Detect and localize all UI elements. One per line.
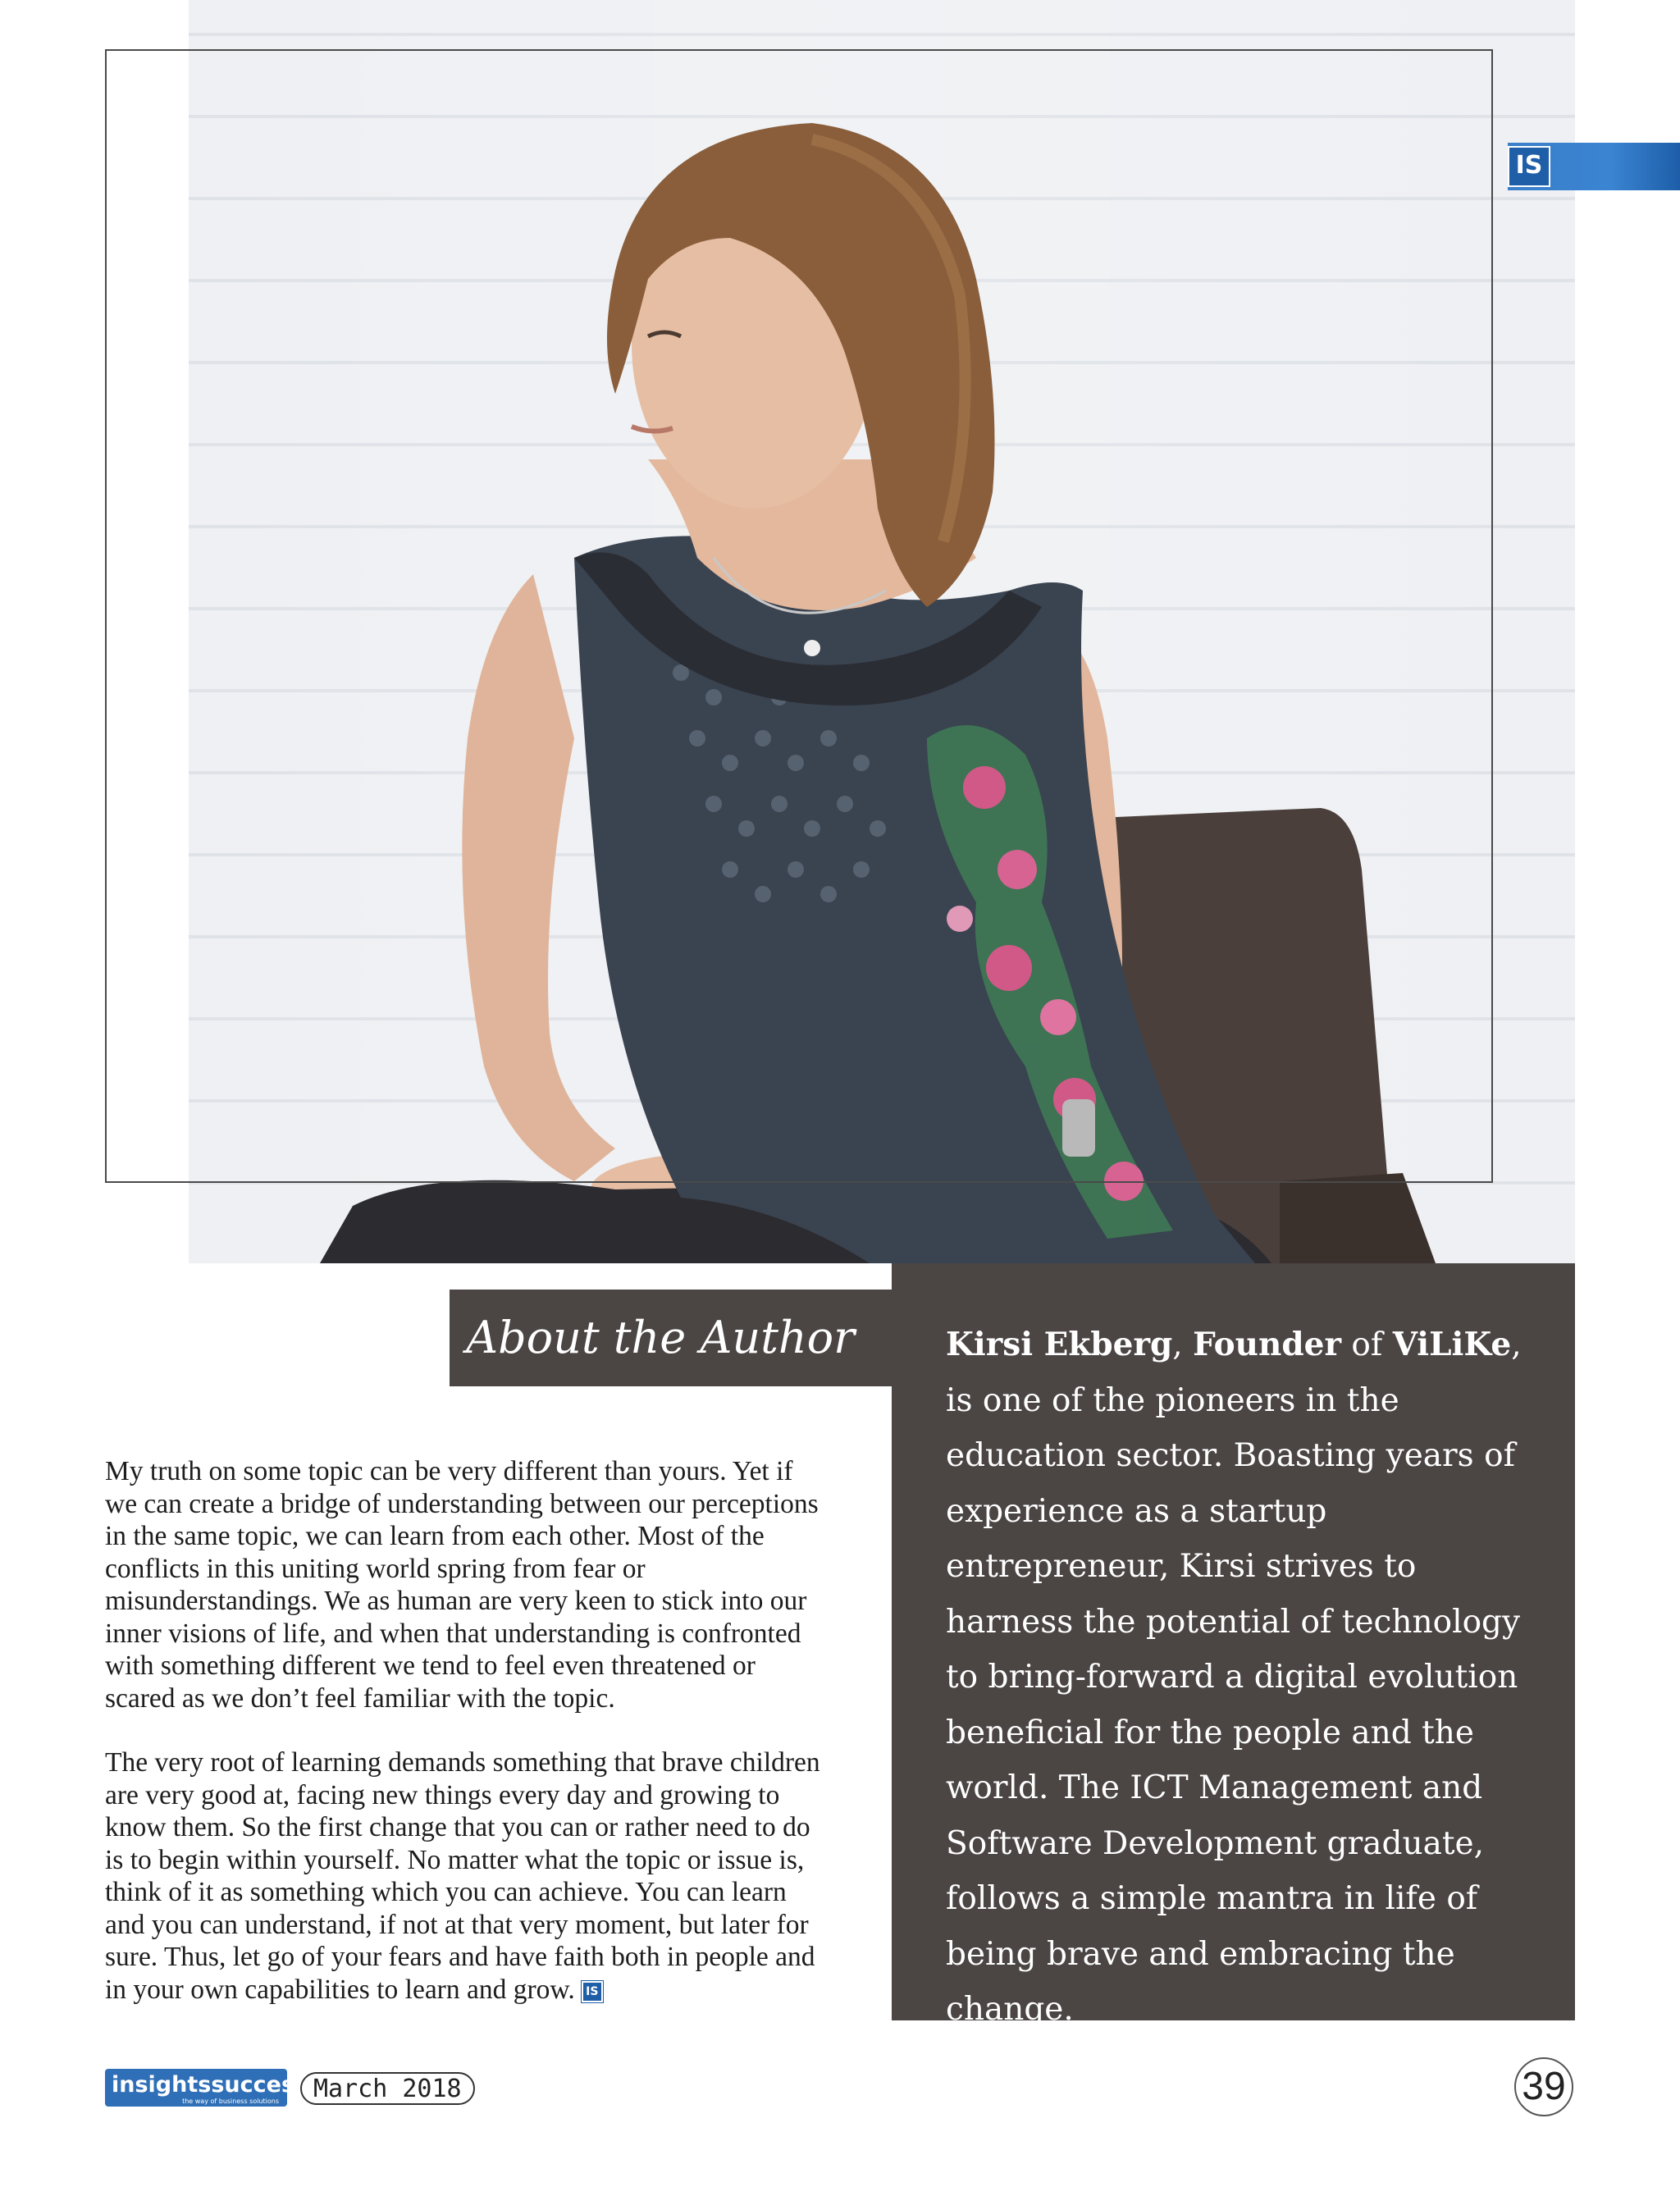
logo-tagline: the way of business solutions <box>182 2098 279 2105</box>
author-name: Kirsi Ekberg <box>946 1326 1173 1363</box>
logo-text: insightssuccess <box>112 2072 308 2098</box>
bio-of: of <box>1341 1326 1393 1363</box>
article-paragraph-text: The very root of learning demands something that brave children are very good at, facing new things every day and growing to know them. So the first change that you can or rather need to do is to begin within yourself. No matter what the topic or issue is, think of it as something which you can achieve. You can learn and you can understand, if not at that very moment, but later for sure. Thus, let go of your fears and have faith both in people and in your own capabilities to learn and grow. <box>105 1747 820 2005</box>
bio-text: , is one of the pioneers in the education sector. Boasting years of experience as a startup entrepreneur, Kirsi strives to harness the potential of technology to bring-forward a digital evolution beneficial for the people and the world. The ICT Management and Software Development graduate, follows a simple mantra in life of being brave and embracing the change. <box>946 1326 1522 2028</box>
article-paragraph <box>105 1746 827 2006</box>
corner-brand-tab <box>1508 143 1680 190</box>
page-number: 39 <box>1514 2057 1573 2116</box>
about-author-heading: About the Author <box>450 1290 892 1386</box>
author-role: Founder <box>1193 1326 1341 1363</box>
author-bio <box>892 1263 1575 2028</box>
insights-success-logo <box>105 2069 308 2107</box>
insights-success-logo-icon: IS <box>1508 146 1550 187</box>
author-photo <box>189 0 1575 1263</box>
article-body <box>105 1455 827 2038</box>
author-portrait-illustration <box>189 0 1575 1263</box>
article-paragraph: My truth on some topic can be very different than yours. Yet if we can create a bridge of understanding between our perceptions in the same topic, we can learn from each other. Most of the conflicts in this uniting world spring from fear or misunderstandings. We as human are very keen to stick into our inner visions of life, and when that understanding is confronted with something different we tend to feel even threatened or scared as we don’t feel familiar with the topic. <box>105 1456 819 1714</box>
issue-date: March 2018 <box>300 2072 475 2105</box>
bio-comma: , <box>1172 1326 1183 1363</box>
company-name: ViLiKe <box>1392 1326 1512 1363</box>
article-end-icon: IS <box>582 1981 603 2002</box>
